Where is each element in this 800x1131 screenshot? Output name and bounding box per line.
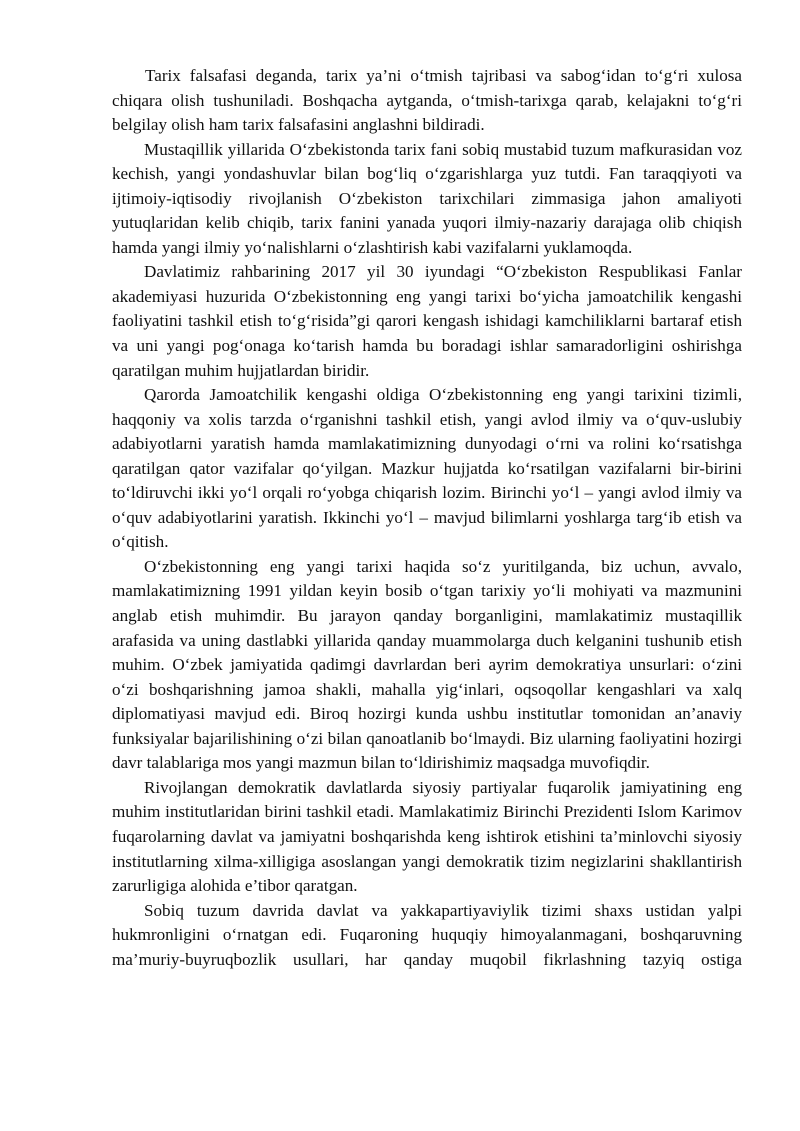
paragraph-6: Rivojlangan demokratik davlatlarda siyosiy partiyalar fuqarolik jamiyatining eng muhim institutlaridan birini tashkil etadi. Mamlakatimiz Birinchi Prezidenti Islom Karimov fuqarolarning davlat va jamiyatni boshqarishda keng ishtirok etishini ta’minlovchi siyosiy institutlarning xilma-xilligiga asoslangan yangi demokratik tizim negizlarini shakllantirish zarurligiga alohida e’tibor qaratgan. (112, 777, 742, 896)
paragraph-2: Mustaqillik yillarida O‘zbekistonda tarix fani sobiq mustabid tuzum mafkurasidan voz kechish, yangi yondashuvlar bilan bog‘liq o‘zgarishlarga yuz tutdi. Fan taraqqiyoti va ijtimoiy-iqtisodiy rivojlanish O‘zbekiston tarixchilari zimmasiga jahon amaliyoti yutuqlaridan kelib chiqib, tarix fanini yanada yuqori ilmiy-nazariy darajaga olib chiqish hamda yangi ilmiy yo‘nalishlarni o‘zlashtirish kabi vazifalarni yuklamoqda. (112, 139, 742, 257)
paragraph-3: Davlatimiz rahbarining 2017 yil 30 iyundagi “O‘zbekiston Respublikasi Fanlar akademiyasi huzurida O‘zbekistonning eng yangi tarixi bo‘yicha jamoatchilik kengashi faoliyatini tashkil etish to‘g‘risida”gi qarori kengash ishidagi kamchiliklarni bartaraf etish va uni yangi pog‘onaga ko‘tarish hamda bu boradagi ishlar samaradorligini oshirishga qaratilgan muhim hujjatlardan biridir. (112, 262, 742, 380)
document-page (112, 64, 742, 972)
paragraph-5: O‘zbekistonning eng yangi tarixi haqida so‘z yuritilganda, biz uchun, avvalo, mamlakatimizning 1991 yildan keyin bosib o‘tgan tarixiy yo‘li mohiyati va mazmunini anglab etish muhimdir. Bu jarayon qanday borganligini, mamlakatimiz mustaqillik arafasida va uning dastlabki yillarida qanday muammolarga duch kelganini tushunib etish muhim. O‘zbek jamiyatida qadimgi davrlardan beri ayrim demokratiya unsurlari: o‘zini o‘zi boshqarishning jamoa shakli, mahalla yig‘inlari, oqsoqollar kengashlari va xalq diplomatiyasi mavjud edi. Biroq hozirgi kunda ushbu institutlar tomonidan an’anaviy funksiyalar bajarilishining o‘zi bilan qanoatlanib bo‘lmaydi. Biz ularning faoliyatini hozirgi davr talablariga mos yangi mazmun bilan to‘ldirishimiz maqsadga muvofiqdir. (112, 556, 742, 773)
paragraph-4: Qarorda Jamoatchilik kengashi oldiga O‘zbekistonning eng yangi tarixini tizimli, haqqoniy va xolis tarzda o‘rganishni tashkil etish, yangi avlod ilmiy va o‘quv-uslubiy adabiyotlarni yaratish hamda mamlakatimizning dunyodagi o‘rni va rolini ko‘rsatishga qaratilgan qator vazifalar qo‘yilgan. Mazkur hujjatda ko‘rsatilgan vazifalarni bir-birini to‘ldiruvchi ikki yo‘l orqali ro‘yobga chiqarish lozim. Birinchi yo‘l – yangi avlod ilmiy va o‘quv adabiyotlarini yaratish. Ikkinchi yo‘l – mavjud bilimlarni yoshlarga targ‘ib etish va o‘qitish. (112, 385, 742, 552)
paragraph-1: Tarix falsafasi deganda, tarix ya’ni o‘tmish tajribasi va sabog‘idan to‘g‘ri xulosa chiqara olish tushuniladi. Boshqacha aytganda, o‘tmish-tarixga qarab, kelajakni to‘g‘ri belgilay olish ham tarix falsafasini anglashni bildiradi. (112, 66, 742, 135)
paragraph-7: Sobiq tuzum davrida davlat va yakkapartiyaviylik tizimi shaxs ustidan yalpi hukmronligini o‘rnatgan edi. Fuqaroning huquqiy himoyalanmagani, boshqaruvning ma’muriy-buyruqbozlik usullari, har qanday muqobil fikrlashning tazyiq ostiga (112, 900, 742, 969)
